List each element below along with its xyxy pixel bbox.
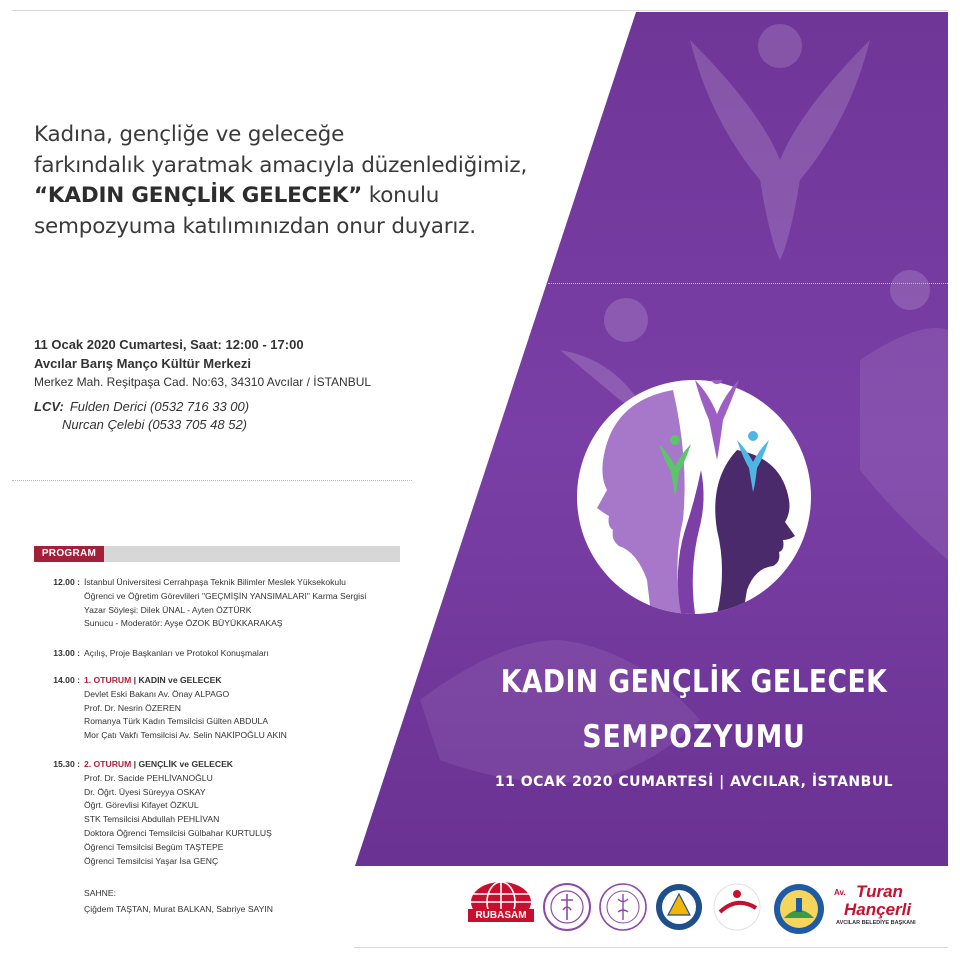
program-line: Mor Çatı Vakfı Temsilcisi Av. Selin NAKİPOĞLU AKIN [84, 730, 287, 741]
invitation-text [34, 120, 574, 242]
program-line: Prof. Dr. Sacide PEHLİVANOĞLU [84, 772, 213, 783]
dotted-divider-left [12, 480, 412, 481]
session-time: 12.00 : [53, 577, 80, 587]
turan-first-name: Turan [856, 882, 903, 901]
event-datetime: 11 Ocak 2020 Cumartesi, Saat: 12:00 - 17:00 [34, 337, 304, 352]
program-line: Öğrenci ve Öğretim Görevlileri "GEÇMİŞİN YANSIMALARI" Karma Sergisi [84, 590, 367, 601]
program-line: Öğrt. Görevlisi Kifayet ÖZKUL [84, 800, 199, 811]
lcv-contact-1: Fulden Derici (0532 716 33 00) [69, 398, 250, 414]
stage-info [84, 886, 273, 916]
program-line: STK Temsilcisi Abdullah PEHLİVAN [84, 814, 220, 825]
turan-last-name: Hançerli [844, 900, 912, 919]
program-line: İstanbul Üniversitesi Cerrahpaşa Teknik Bilimler Meslek Yüksekokulu [84, 577, 346, 587]
rubasam-logo [466, 880, 536, 936]
program-line: Öğrenci Temsilcisi Begüm TAŞTEPE [84, 841, 224, 852]
session-time: 14.00 : [53, 675, 80, 685]
stage-names: Çiğdem TAŞTAN, Murat BALKAN, Sabriye SAYIN [84, 904, 273, 914]
session-heading: 2. OTURUM | GENÇLİK ve GELECEK [84, 759, 234, 769]
program-line: Öğrenci Temsilcisi Yaşar İsa GENÇ [84, 855, 219, 866]
program-line: Yazar Söyleşi: Dilek ÜNAL - Ayten ÖZTÜRK [84, 604, 252, 615]
intro-highlight: “KADIN GENÇLİK GELECEK” [34, 183, 363, 208]
university-seal-icon [542, 882, 592, 932]
turan-hancerli-logo [834, 884, 946, 928]
event-address: Merkez Mah. Reşitpaşa Cad. No:63, 34310 Avcılar / İSTANBUL [34, 375, 372, 389]
session-time: 13.00 : [53, 648, 80, 658]
program-line: Doktora Öğrenci Temsilcisi Gülbahar KURTULUŞ [84, 827, 272, 838]
intro-line-1: Kadına, gençliğe ve geleceğe [34, 122, 345, 147]
session-heading: 1. OTURUM | KADIN ve GELECEK [84, 675, 222, 685]
intro-line-3 [34, 181, 574, 212]
globe-icon [466, 880, 536, 932]
program-line: Romanya Türk Kadın Temsilcisi Gülten ABDULA [84, 716, 269, 727]
intro-line-3-rest: konulu [362, 183, 440, 208]
symposium-logo [577, 380, 811, 614]
event-info [34, 336, 371, 435]
lcv-label: LCV: [34, 398, 64, 414]
intro-line-4: sempozyuma katılımınızdan onur duyarız. [34, 213, 476, 239]
program-line: Sunucu - Moderatör: Ayşe ÖZOK BÜYÜKKARAKAŞ [84, 618, 283, 629]
program-line: Açılış, Proje Başkanları ve Protokol Konuşmaları [84, 648, 269, 658]
academy-seal-icon [654, 882, 704, 932]
sponsor-logos [462, 876, 948, 938]
rubasam-wordmark: RUBASAM [468, 909, 534, 922]
program-line: Prof. Dr. Nesrin ÖZEREN [84, 702, 181, 713]
women-profile-icon [577, 380, 811, 614]
bottom-border [354, 947, 948, 948]
program-line: Devlet Eski Bakanı Av. Önay ALPAGO [84, 688, 230, 699]
program-line: Dr. Öğrt. Üyesi Süreyya OSKAY [84, 786, 206, 797]
poster-title-line1: KADIN GENÇLİK GELECEK [500, 664, 888, 700]
turan-caption: AVCILAR BELEDİYE BAŞKANI [836, 920, 916, 926]
turan-title: Av. [834, 888, 846, 897]
cerrahpasa-seal-icon [598, 882, 648, 932]
dotted-divider-right [548, 283, 948, 284]
lcv-row [34, 398, 371, 417]
program-label: PROGRAM [34, 546, 104, 562]
women-association-logo-icon [710, 882, 764, 932]
intro-line-2: farkındalık yaratmak amacıyla düzenlediğimiz, [34, 152, 528, 178]
poster-subtitle: 11 OCAK 2020 CUMARTESİ | AVCILAR, İSTANBUL [494, 774, 894, 790]
event-venue: Avcılar Barış Manço Kültür Merkezi [34, 355, 251, 371]
poster-title-line2: SEMPOZYUMU [582, 719, 806, 755]
session-time: 15.30 : [53, 759, 80, 769]
stage-label: SAHNE: [84, 888, 116, 898]
avcilar-municipality-seal-icon [772, 882, 826, 936]
lcv-contact-2: Nurcan Çelebi (0533 705 48 52) [62, 417, 248, 432]
